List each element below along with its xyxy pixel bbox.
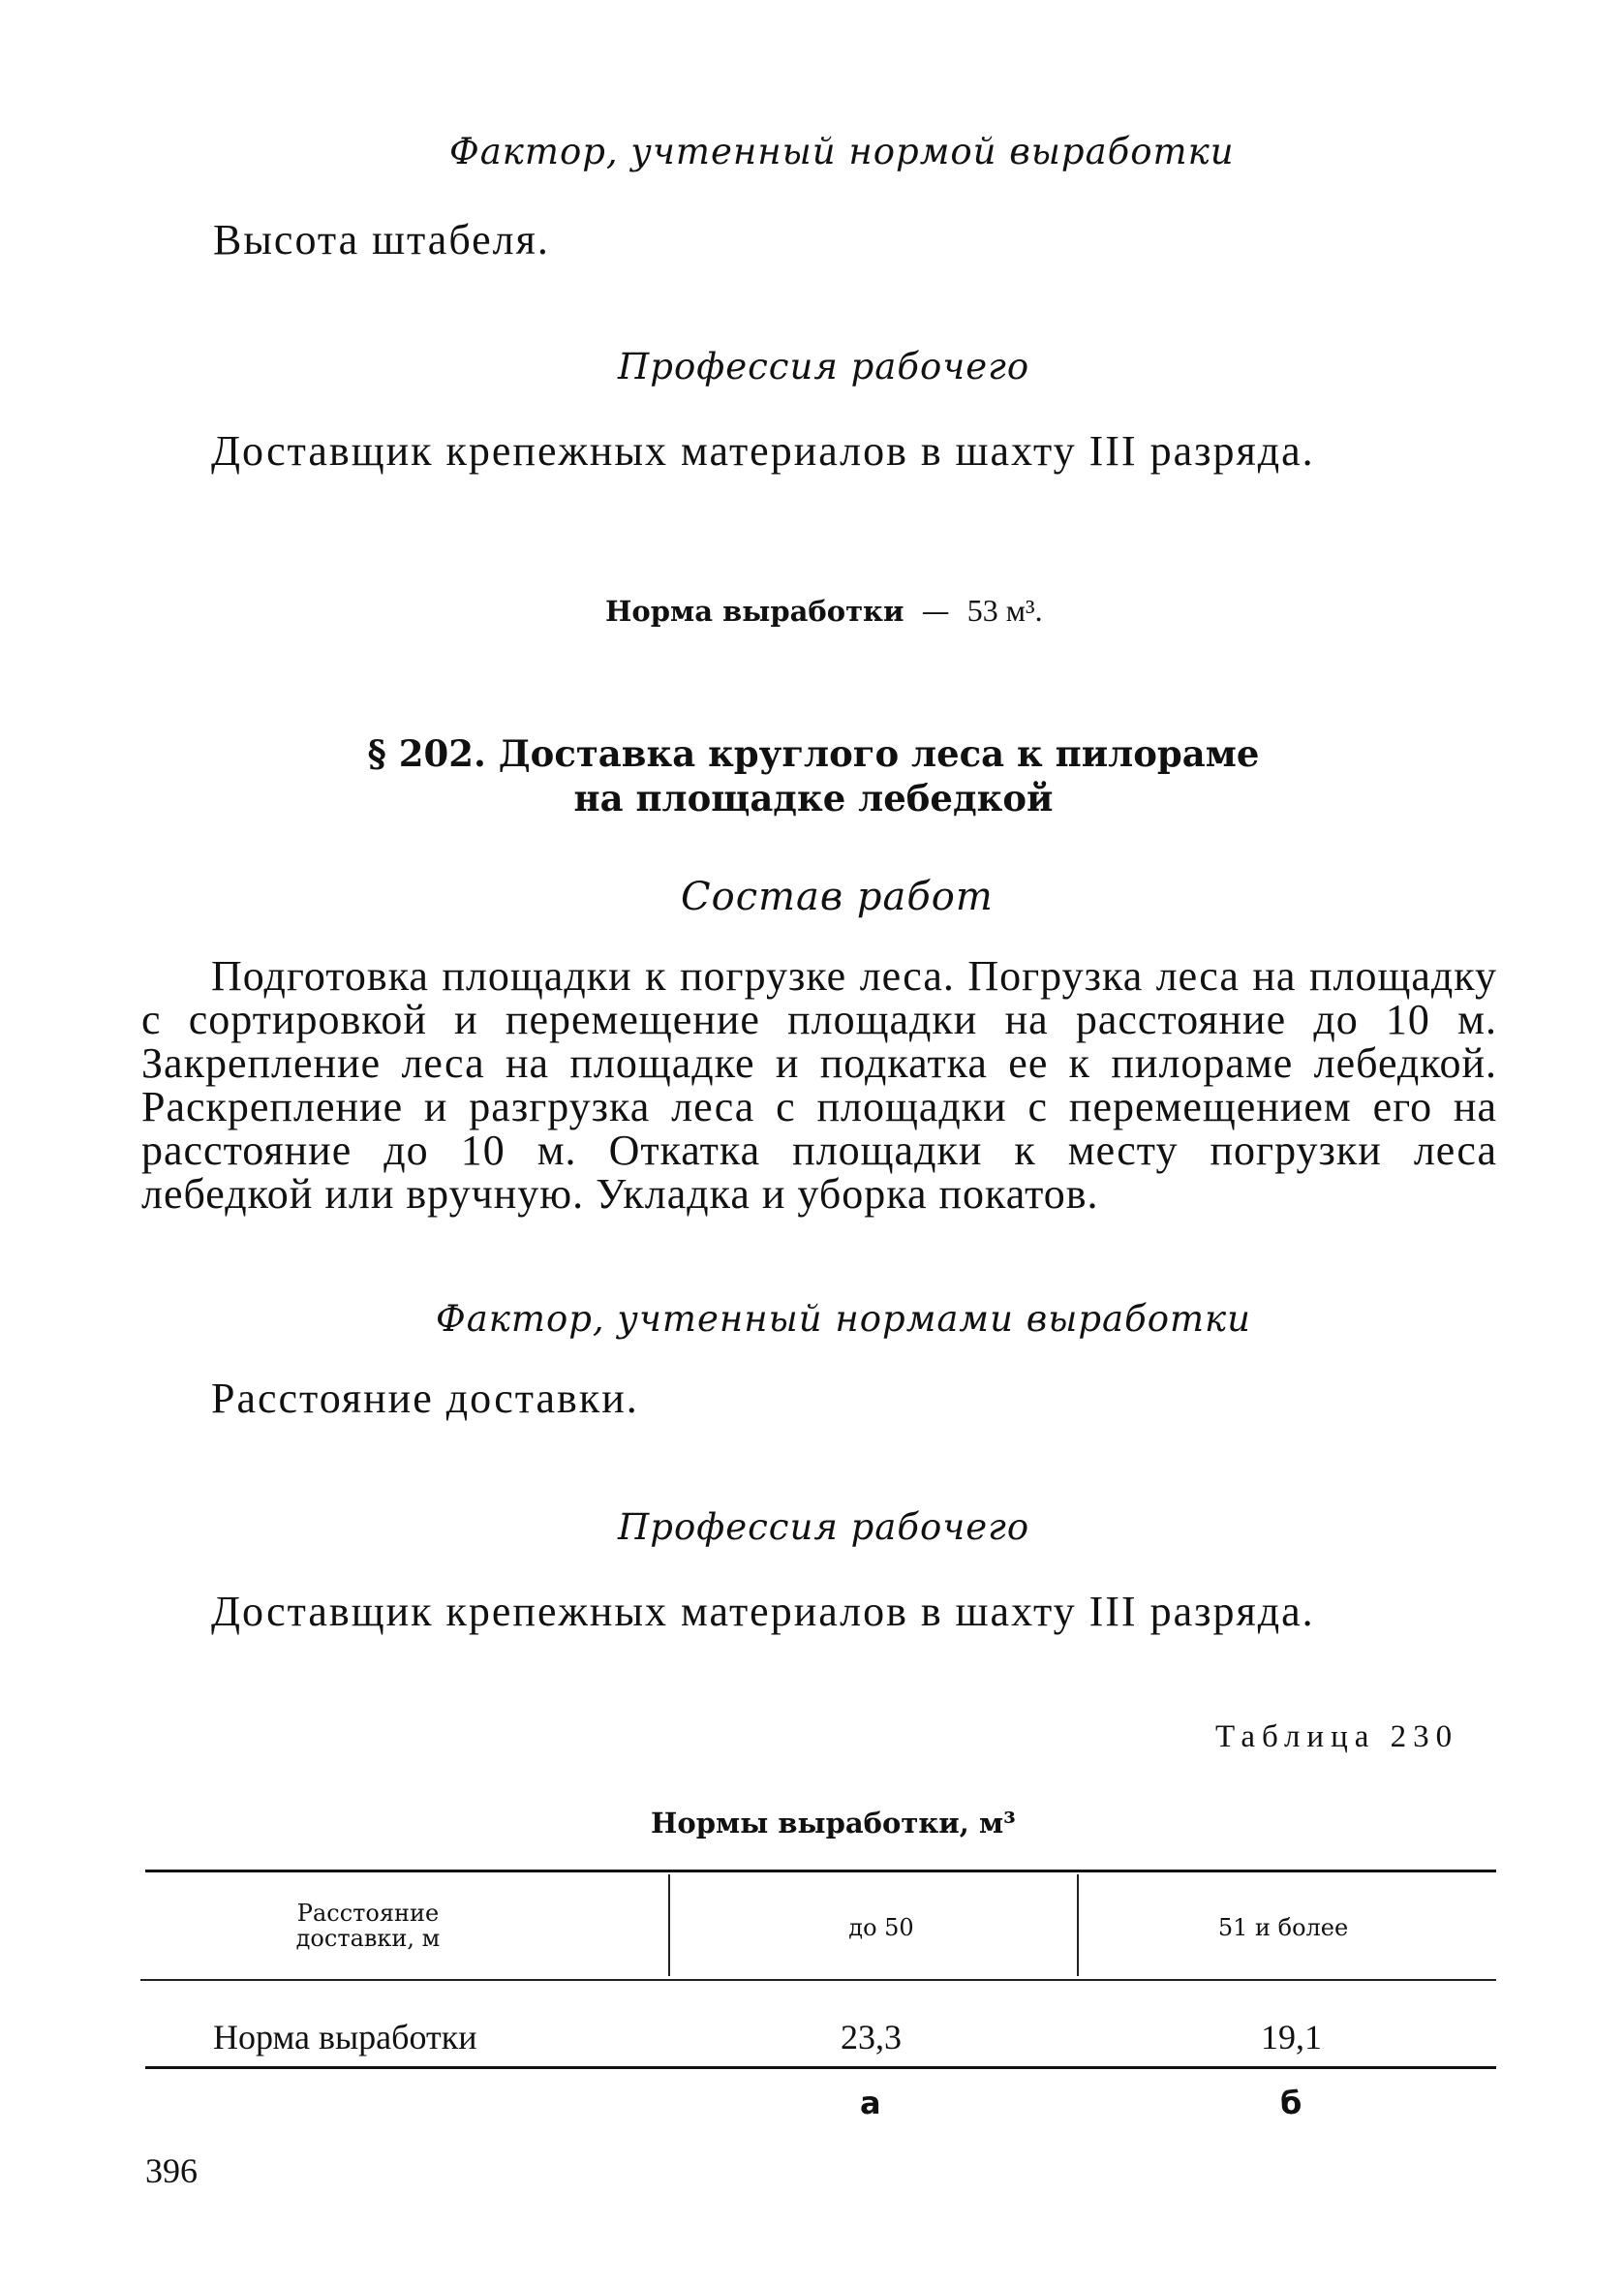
header-col1	[194, 1901, 542, 1951]
norm-label: Норма выработки	[605, 595, 904, 628]
header-col3: 51 и более	[1217, 1914, 1349, 1941]
header-col2: до 50	[848, 1914, 914, 1941]
footnote-b: б	[1280, 2085, 1302, 2121]
row-value-2: 19,1	[1261, 2018, 1322, 2056]
factor-text-2: Расстояние доставки.	[211, 1375, 639, 1422]
section-title	[291, 731, 1336, 820]
table-label: Таблица 230	[1215, 1719, 1459, 1754]
work-paragraph: Подготовка площадки к погрузке леса. Погрузка леса на площадку с сортировкой и перемещение площадки на расстояние до 10 м. Закрепление леса на площадке и подкатка ее к пилораме лебедкой. Раскрепление и разгрузка леса с площадки с перемещением его на расстояние до 10 м. Откатка площадки к месту погрузки леса лебедкой или вручную. Укладка и уборка покатов.	[141, 952, 1497, 1218]
table-top-rule	[145, 1870, 1496, 1872]
factor-heading-2: Фактор, учтенный нормами выработки	[436, 1298, 1251, 1340]
page-number: 396	[145, 2151, 198, 2190]
norm-line	[605, 593, 1043, 629]
profession-heading-2: Профессия рабочего	[618, 1506, 1030, 1548]
factor-text: Высота штабеля.	[213, 216, 550, 263]
factor-heading: Фактор, учтенный нормой выработки	[449, 131, 1235, 172]
profession-text-2: Доставщик крепежных материалов в шахту III разряда.	[211, 1588, 1315, 1635]
table-divider-1	[668, 1874, 670, 1976]
row-value-1: 23,3	[841, 2018, 902, 2056]
work-heading: Состав работ	[681, 875, 994, 919]
table-divider-2	[1077, 1874, 1079, 1976]
row-label: Норма выработки	[213, 2018, 477, 2056]
table-bottom-rule	[145, 2066, 1496, 2069]
table-title: Нормы выработки, м³	[651, 1807, 1016, 1840]
section-title-line1: § 202. Доставка круглого леса к пилораме	[367, 732, 1260, 775]
profession-heading: Профессия рабочего	[618, 346, 1030, 387]
profession-text: Доставщик крепежных материалов в шахту III разряда.	[211, 427, 1315, 475]
norm-dash: —	[921, 595, 950, 628]
table-header-rule	[140, 1979, 1496, 1981]
header-col1-line2: доставки, м	[295, 1925, 441, 1952]
header-col1-line1: Расстояние	[296, 1900, 440, 1927]
norm-value: 53 м³.	[966, 593, 1043, 628]
section-title-line2: на площадке лебедкой	[573, 777, 1054, 819]
footnote-a: а	[860, 2085, 881, 2121]
